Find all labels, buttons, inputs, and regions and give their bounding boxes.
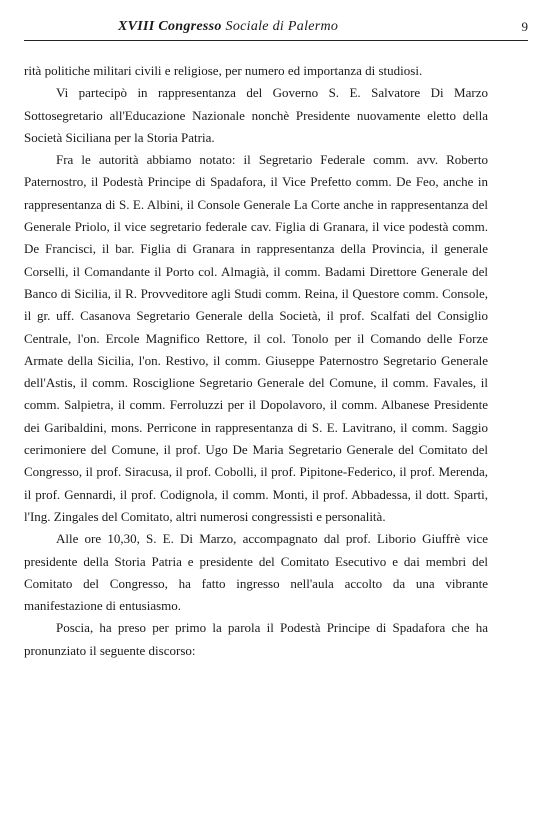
running-title-prefix: XVIII Congresso — [118, 19, 222, 34]
running-title-suffix: Sociale di Palermo — [225, 19, 339, 34]
paragraph-5: Poscia, ha preso per primo la parola il Podestà Principe di Spadafora che ha pronunziato il seguente discorso: — [24, 620, 488, 658]
paragraph-1: rità politiche militari civili e religiose, per numero ed importanza di studiosi. — [24, 63, 423, 78]
paragraph-4: Alle ore 10,30, S. E. Di Marzo, accompagnato dal prof. Liborio Giuffrè vice presidente della Storia Patria e presidente del Comitato Esecutivo e dai membri del Comitato del Congresso, ha fatto ingresso nell'aula accolto da una vibrante manifestazione di entusiasmo. — [24, 531, 488, 614]
page-number: 9 — [521, 19, 528, 34]
body-text — [24, 60, 488, 662]
running-title — [118, 19, 338, 35]
paragraph-3: Fra le autorità abbiamo notato: il Segretario Federale comm. avv. Roberto Paternostro, il Podestà Principe di Spadafora, il Vice Prefetto comm. De Feo, anche in rappresentanza di S. E. Albini, il Console Generale La Corte anche in rappresentanza del Generale Priolo, il vice segretario federale cav. Figlia di Granara, il vice podestà comm. De Francisci, il bar. Figlia di Granara in rappresentanza della Provincia, il generale Corselli, il Comandante il Porto col. Almagià, il comm. Badami Direttore Generale del Banco di Sicilia, il R. Provveditore agli Studi comm. Reina, il Questore comm. Console, il gr. uff. Casanova Segretario Generale della Società, il prof. Scalfati del Consiglio Centrale, l'on. Ercole Magnifico Rettore, il col. Tonolo per il Comando delle Forze Armate della Sicilia, l'on. Restivo, il comm. Giuseppe Paternostro Segretario Generale dell'Astis, il comm. Rosciglione Segretario Generale del Comune, il comm. Favales, il comm. Salpietra, il comm. Ferroluzzi per il Dopolavoro, il comm. Albanese Presidente dei Garibaldini, mons. Perricone in rappresentanza di S. E. Lavitrano, il comm. Saggio cerimoniere del Comune, il prof. Ugo De Maria Segretario Generale del Comitato del Congresso, il prof. Siracusa, il prof. Cobolli, il prof. Pipitone-Federico, il prof. Merenda, il prof. Gennardi, il prof. Codignola, il comm. Monti, il prof. Abbadessa, il dott. Sparti, l'Ing. Zingales del Comitato, altri numerosi congressisti e personalità. — [24, 152, 488, 524]
running-header — [24, 14, 528, 41]
paragraph-2: Vi partecipò in rappresentanza del Governo S. E. Salvatore Di Marzo Sottosegretario all'Educazione Nazionale nonchè Presidente nuovamente eletto della Società Siciliana per la Storia Patria. — [24, 85, 488, 145]
